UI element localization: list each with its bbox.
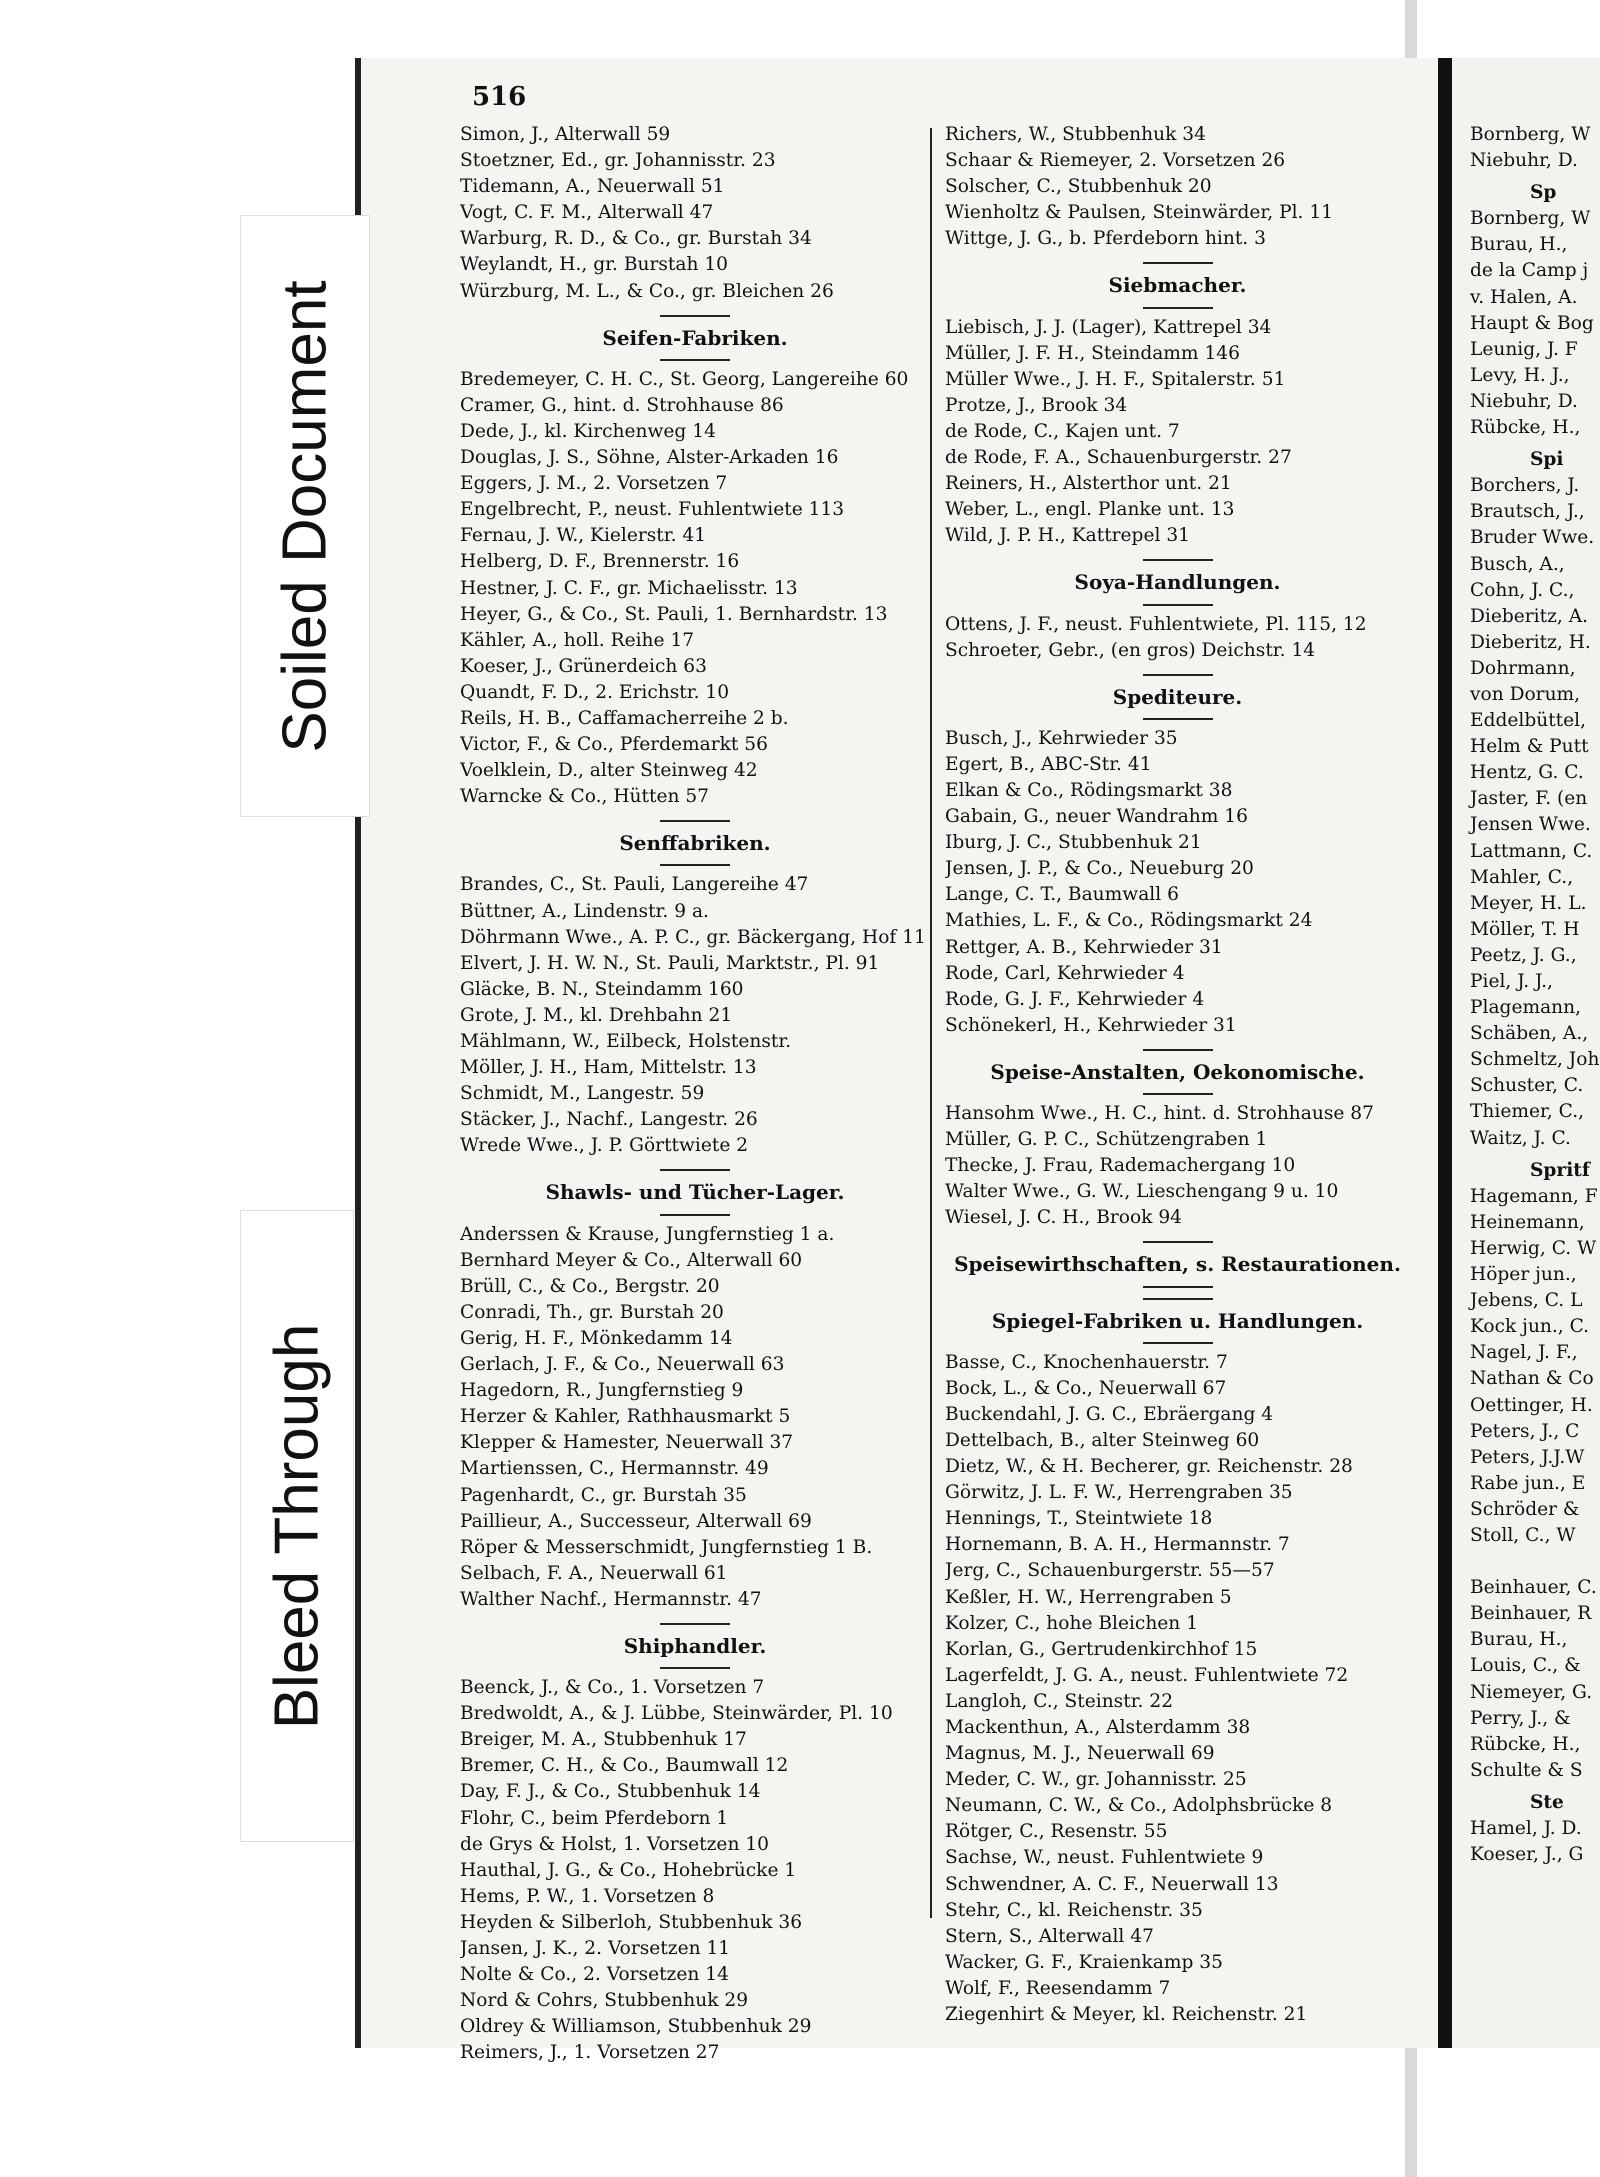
section-rule	[660, 820, 730, 822]
list-item: Nagel, J. F.,	[1470, 1342, 1578, 1364]
section-rule	[1143, 1286, 1213, 1288]
directory-entry: Flohr, C., beim Pferdeborn 1	[460, 1807, 729, 1829]
list-item: Haupt & Bog	[1470, 312, 1594, 334]
section-heading: Ste	[1530, 1791, 1564, 1813]
section-heading: Spritf	[1530, 1159, 1590, 1181]
list-item: Peetz, J. G.,	[1470, 944, 1577, 966]
section-rule	[660, 864, 730, 866]
list-item: Niemeyer, G.	[1470, 1681, 1593, 1703]
list-item: Busch, A.,	[1470, 553, 1565, 575]
directory-entry: Lange, C. T., Baumwall 6	[945, 884, 1179, 906]
list-item: Jebens, C. L	[1470, 1290, 1583, 1312]
directory-entry: Iburg, J. C., Stubbenhuk 21	[945, 832, 1202, 854]
directory-entry: Müller, J. F. H., Steindamm 146	[945, 342, 1240, 364]
list-item: Schröder &	[1470, 1498, 1580, 1520]
list-item	[1470, 1549, 1599, 1575]
directory-entry: Bredemeyer, C. H. C., St. Georg, Langereihe 60	[460, 368, 909, 390]
directory-entry: Gerlach, J. F., & Co., Neuerwall 63	[460, 1354, 785, 1376]
list-item: Bornberg, W	[1470, 208, 1591, 230]
directory-entry: Stoetzner, Ed., gr. Johannisstr. 23	[460, 150, 776, 172]
directory-entry: Wittge, J. G., b. Pferdeborn hint. 3	[945, 228, 1266, 250]
directory-entry: Elkan & Co., Rödingsmarkt 38	[945, 779, 1233, 801]
directory-entry: Gabain, G., neuer Wandrahm 16	[945, 806, 1248, 828]
list-item: Nathan & Co	[1470, 1368, 1594, 1390]
list-item: Peters, J.J.W	[1470, 1446, 1585, 1468]
directory-entry: Magnus, M. J., Neuerwall 69	[945, 1743, 1215, 1765]
section-rule	[1143, 674, 1213, 676]
section-rule	[1143, 718, 1213, 720]
list-item: von Dorum,	[1470, 683, 1581, 705]
section-heading: Speisewirthschaften, s. Restaurationen.	[954, 1252, 1401, 1277]
directory-entry: Pagenhardt, C., gr. Burstah 35	[460, 1484, 747, 1506]
directory-entry: Schmidt, M., Langestr. 59	[460, 1083, 705, 1105]
list-item: Möller, T. H	[1470, 918, 1580, 940]
directory-entry: Rötger, C., Resenstr. 55	[945, 1821, 1168, 1843]
section-heading: Sp	[1530, 182, 1557, 204]
directory-entry: Dietz, W., & H. Becherer, gr. Reichenstr. 28	[945, 1456, 1353, 1478]
list-item: Beinhauer, R	[1470, 1603, 1592, 1625]
directory-entry: Korlan, G., Gertrudenkirchhof 15	[945, 1638, 1258, 1660]
directory-entry: Reimers, J., 1. Vorsetzen 27	[460, 2042, 720, 2064]
directory-entry: Hestner, J. C. F., gr. Michaelisstr. 13	[460, 577, 798, 599]
list-item: Brautsch, J.,	[1470, 501, 1585, 523]
directory-entry: Dettelbach, B., alter Steinweg 60	[945, 1429, 1260, 1451]
list-item: Rübcke, H.,	[1470, 417, 1581, 439]
bleed-through-label	[240, 1210, 354, 1842]
directory-entry: Herzer & Kahler, Rathhausmarkt 5	[460, 1406, 791, 1428]
directory-entry: Heyer, G., & Co., St. Pauli, 1. Bernhardstr. 13	[460, 603, 888, 625]
section-rule	[660, 1667, 730, 1669]
directory-entry: Liebisch, J. J. (Lager), Kattrepel 34	[945, 316, 1272, 338]
directory-entry: Nord & Cohrs, Stubbenhuk 29	[460, 1990, 749, 2012]
directory-entry: de Rode, F. A., Schauenburgerstr. 27	[945, 447, 1292, 469]
list-item: Stoll, C., W	[1470, 1524, 1576, 1546]
section-rule	[1143, 262, 1213, 264]
directory-entry: Büttner, A., Lindenstr. 9 a.	[460, 900, 709, 922]
soiled-document-label	[240, 215, 370, 817]
directory-entry: Wild, J. P. H., Kattrepel 31	[945, 525, 1190, 547]
list-item: Louis, C., &	[1470, 1655, 1581, 1677]
list-item: Plagemann,	[1470, 997, 1582, 1019]
list-item: Jensen Wwe.	[1470, 814, 1591, 836]
directory-entry: Wolf, F., Reesendamm 7	[945, 1977, 1171, 1999]
list-item: Eddelbüttel,	[1470, 710, 1587, 732]
directory-entry: de Rode, C., Kajen unt. 7	[945, 420, 1180, 442]
directory-entry: Stäcker, J., Nachf., Langestr. 26	[460, 1109, 758, 1131]
section-rule	[1143, 1241, 1213, 1243]
list-item: Burau, H.,	[1470, 234, 1568, 256]
directory-entry: Hauthal, J. G., & Co., Hohebrücke 1	[460, 1859, 797, 1881]
directory-entry: Bernhard Meyer & Co., Alterwall 60	[460, 1249, 803, 1271]
directory-entry: Hagedorn, R., Jungfernstieg 9	[460, 1380, 744, 1402]
directory-entry: Reiners, H., Alsterthor unt. 21	[945, 473, 1232, 495]
directory-entry: Hansohm Wwe., H. C., hint. d. Strohhause 87	[945, 1103, 1374, 1124]
directory-entry: Langloh, C., Steinstr. 22	[945, 1690, 1174, 1712]
directory-entry: Walther Nachf., Hermannstr. 47	[460, 1588, 762, 1610]
page-number: 516	[472, 82, 527, 112]
directory-entry: Jansen, J. K., 2. Vorsetzen 11	[460, 1938, 731, 1959]
list-item: de la Camp j	[1470, 260, 1589, 282]
list-item: Dohrmann,	[1470, 657, 1576, 679]
section-heading: Seifen-Fabriken.	[602, 325, 788, 350]
list-item: Mahler, C.,	[1470, 866, 1574, 888]
directory-entry: Dede, J., kl. Kirchenweg 14	[460, 420, 716, 442]
directory-entry: Müller, G. P. C., Schützengraben 1	[945, 1129, 1268, 1151]
list-item: Lattmann, C.	[1470, 840, 1593, 862]
directory-entry: Wienholtz & Paulsen, Steinwärder, Pl. 11	[945, 202, 1334, 224]
directory-entry: Ziegenhirt & Meyer, kl. Reichenstr. 21	[945, 2004, 1308, 2025]
directory-entry: Kolzer, C., hohe Bleichen 1	[945, 1612, 1199, 1634]
directory-entry: Walter Wwe., G. W., Lieschengang 9 u. 10	[945, 1181, 1339, 1203]
column-1	[460, 122, 930, 2066]
directory-entry: Breiger, M. A., Stubbenhuk 17	[460, 1729, 747, 1751]
list-item: Perry, J., &	[1470, 1707, 1571, 1729]
binding-shadow	[1438, 58, 1452, 2048]
directory-entry: Brandes, C., St. Pauli, Langereihe 47	[460, 874, 809, 896]
section-rule	[660, 359, 730, 361]
directory-entry: Wiesel, J. C. H., Brook 94	[945, 1207, 1182, 1229]
list-item: Peters, J., C	[1470, 1420, 1580, 1442]
section-rule	[660, 1623, 730, 1625]
list-item: Cohn, J. C.,	[1470, 579, 1575, 601]
directory-entry: Conradi, Th., gr. Burstah 20	[460, 1301, 724, 1323]
list-item: v. Halen, A.	[1470, 286, 1578, 308]
section-rule	[1143, 1093, 1213, 1095]
column-3-partial	[1470, 122, 1599, 1868]
list-item: Höper jun.,	[1470, 1264, 1577, 1286]
column-2	[945, 122, 1410, 2028]
directory-entry: Brüll, C., & Co., Bergstr. 20	[460, 1275, 720, 1297]
directory-entry: Schönekerl, H., Kehrwieder 31	[945, 1014, 1237, 1036]
directory-entry: Müller Wwe., J. H. F., Spitalerstr. 51	[945, 368, 1286, 390]
directory-entry: Hennings, T., Steintwiete 18	[945, 1508, 1213, 1530]
directory-entry: Gläcke, B. N., Steindamm 160	[460, 978, 744, 1000]
directory-entry: Tidemann, A., Neuerwall 51	[460, 176, 725, 198]
directory-entry: Helberg, D. F., Brennerstr. 16	[460, 551, 740, 573]
bleed-through-label-text: Bleed Through	[262, 1323, 332, 1729]
directory-entry: Röper & Messerschmidt, Jungfernstieg 1 B.	[460, 1536, 873, 1558]
list-item: Thiemer, C.,	[1470, 1101, 1585, 1123]
directory-entry: Warncke & Co., Hütten 57	[460, 786, 710, 808]
directory-entry: Buckendahl, J. G. C., Ebräergang 4	[945, 1403, 1274, 1425]
directory-entry: Thecke, J. Frau, Rademachergang 10	[945, 1155, 1296, 1177]
directory-entry: Wacker, G. F., Kraienkamp 35	[945, 1951, 1223, 1973]
section-heading: Siebmacher.	[1108, 273, 1247, 298]
directory-entry: Hems, P. W., 1. Vorsetzen 8	[460, 1885, 715, 1907]
list-item: Leunig, J. F	[1470, 338, 1578, 360]
directory-entry: Stern, S., Alterwall 47	[945, 1925, 1154, 1947]
list-item: Heinemann,	[1470, 1211, 1585, 1233]
list-item: Levy, H. J.,	[1470, 364, 1570, 386]
list-item: Niebuhr, D.	[1470, 150, 1578, 172]
section-rule	[1143, 1049, 1213, 1051]
directory-entry: Richers, W., Stubbenhuk 34	[945, 124, 1206, 145]
directory-entry: Beenck, J., & Co., 1. Vorsetzen 7	[460, 1677, 765, 1699]
list-item: Koeser, J., G	[1470, 1844, 1584, 1866]
list-item: Burau, H.,	[1470, 1629, 1568, 1651]
section-heading: Shiphandler.	[623, 1633, 767, 1658]
directory-entry: Douglas, J. S., Söhne, Alster-Arkaden 16	[460, 447, 839, 469]
directory-entry: Paillieur, A., Successeur, Alterwall 69	[460, 1510, 812, 1532]
directory-entry: Protze, J., Brook 34	[945, 394, 1128, 416]
directory-entry: Bremer, C. H., & Co., Baumwall 12	[460, 1755, 789, 1777]
directory-entry: Schroeter, Gebr., (en gros) Deichstr. 14	[945, 639, 1316, 661]
section-heading: Senffabriken.	[619, 831, 771, 856]
directory-entry: Kähler, A., holl. Reihe 17	[460, 629, 695, 651]
directory-entry: Simon, J., Alterwall 59	[460, 124, 671, 145]
list-item: Piel, J. J.,	[1470, 971, 1553, 992]
section-heading: Spediteure.	[1112, 684, 1243, 709]
directory-entry: Wrede Wwe., J. P. Görttwiete 2	[460, 1135, 749, 1157]
directory-entry: Weber, L., engl. Planke unt. 13	[945, 499, 1235, 521]
directory-entry: Meder, C. W., gr. Johannisstr. 25	[945, 1769, 1247, 1791]
section-rule	[660, 1214, 730, 1216]
directory-entry: Busch, J., Kehrwieder 35	[945, 727, 1178, 749]
section-rule	[1143, 1298, 1213, 1300]
list-item: Rübcke, H.,	[1470, 1733, 1581, 1755]
directory-entry: Rode, Carl, Kehrwieder 4	[945, 962, 1185, 984]
directory-entry: Ottens, J. F., neust. Fuhlentwiete, Pl. 115, 12	[945, 613, 1367, 635]
list-item: Bornberg, W	[1470, 124, 1591, 145]
directory-entry: Voelklein, D., alter Steinweg 42	[460, 760, 758, 782]
directory-entry: Eggers, J. M., 2. Vorsetzen 7	[460, 473, 728, 495]
directory-entry: Weylandt, H., gr. Burstah 10	[460, 254, 728, 276]
directory-entry: Solscher, C., Stubbenhuk 20	[945, 176, 1212, 198]
list-item: Hamel, J. D.	[1470, 1818, 1582, 1839]
section-heading: Spi	[1530, 449, 1564, 471]
list-item: Schmeltz, Joh	[1470, 1049, 1600, 1071]
directory-entry: Gerig, H. F., Mönkedamm 14	[460, 1327, 733, 1349]
directory-entry: Basse, C., Knochenhauerstr. 7	[945, 1351, 1228, 1373]
section-rule	[660, 315, 730, 317]
directory-entry: Oldrey & Williamson, Stubbenhuk 29	[460, 2016, 812, 2038]
directory-entry: Engelbrecht, P., neust. Fuhlentwiete 113	[460, 499, 845, 521]
directory-entry: Lagerfeldt, J. G. A., neust. Fuhlentwiete 72	[945, 1664, 1349, 1686]
section-heading: Soya-Handlungen.	[1074, 570, 1281, 595]
directory-entry: de Grys & Holst, 1. Vorsetzen 10	[460, 1833, 769, 1855]
section-heading: Spiegel-Fabriken u. Handlungen.	[991, 1308, 1364, 1333]
list-item: Schuster, C.	[1470, 1075, 1584, 1097]
list-item: Rabe jun., E	[1470, 1472, 1586, 1494]
list-item: Dieberitz, H.	[1470, 631, 1591, 653]
directory-entry: Rode, G. J. F., Kehrwieder 4	[945, 988, 1205, 1010]
directory-entry: Stehr, C., kl. Reichenstr. 35	[945, 1899, 1203, 1921]
list-item: Oettinger, H.	[1470, 1394, 1593, 1416]
section-heading: Speise-Anstalten, Oekonomische.	[990, 1059, 1365, 1084]
list-item: Hentz, G. C.	[1470, 762, 1584, 784]
directory-entry: Warburg, R. D., & Co., gr. Burstah 34	[460, 228, 812, 250]
list-item: Kock jun., C.	[1470, 1316, 1590, 1338]
section-heading: Shawls- und Tücher-Lager.	[545, 1180, 845, 1205]
section-rule	[1143, 559, 1213, 561]
directory-entry: Quandt, F. D., 2. Erichstr. 10	[460, 681, 730, 703]
directory-entry: Victor, F., & Co., Pferdemarkt 56	[460, 734, 768, 756]
section-rule	[1143, 307, 1213, 309]
section-rule	[660, 1169, 730, 1171]
list-item: Herwig, C. W	[1470, 1237, 1597, 1259]
directory-entry: Döhrmann Wwe., A. P. C., gr. Bäckergang, Hof 11	[460, 926, 926, 948]
list-item: Niebuhr, D.	[1470, 390, 1578, 412]
directory-entry: Fernau, J. W., Kielerstr. 41	[460, 525, 707, 547]
directory-entry: Neumann, C. W., & Co., Adolphsbrücke 8	[945, 1795, 1333, 1817]
directory-entry: Mathies, L. F., & Co., Rödingsmarkt 24	[945, 910, 1313, 932]
directory-entry: Jerg, C., Schauenburgerstr. 55—57	[945, 1560, 1275, 1582]
directory-entry: Anderssen & Krause, Jungfernstieg 1 a.	[460, 1223, 835, 1245]
directory-entry: Schaar & Riemeyer, 2. Vorsetzen 26	[945, 150, 1286, 172]
directory-entry: Rettger, A. B., Kehrwieder 31	[945, 936, 1223, 958]
list-item: Waitz, J. C.	[1470, 1127, 1571, 1149]
directory-entry: Schwendner, A. C. F., Neuerwall 13	[945, 1873, 1279, 1895]
directory-entry: Keßler, H. W., Herrengraben 5	[945, 1586, 1232, 1608]
list-item: Schulte & S	[1470, 1759, 1583, 1781]
list-item: Bruder Wwe.	[1470, 527, 1595, 549]
directory-entry: Koeser, J., Grünerdeich 63	[460, 655, 707, 677]
list-item: Hagemann, F	[1470, 1185, 1598, 1207]
directory-entry: Görwitz, J. L. F. W., Herrengraben 35	[945, 1482, 1293, 1504]
list-item: Meyer, H. L.	[1470, 892, 1587, 914]
directory-entry: Martienssen, C., Hermannstr. 49	[460, 1458, 769, 1480]
directory-entry: Nolte & Co., 2. Vorsetzen 14	[460, 1964, 729, 1986]
list-item: Helm & Putt	[1470, 736, 1589, 758]
directory-entry: Vogt, C. F. M., Alterwall 47	[460, 202, 714, 224]
directory-entry: Hornemann, B. A. H., Hermannstr. 7	[945, 1534, 1290, 1556]
directory-entry: Jensen, J. P., & Co., Neueburg 20	[945, 858, 1254, 880]
directory-entry: Bock, L., & Co., Neuerwall 67	[945, 1377, 1227, 1399]
directory-entry: Bredwoldt, A., & J. Lübbe, Steinwärder, Pl. 10	[460, 1703, 893, 1725]
list-item: Schäben, A.,	[1470, 1023, 1589, 1045]
directory-entry: Klepper & Hamester, Neuerwall 37	[460, 1432, 794, 1454]
directory-entry: Sachse, W., neust. Fuhlentwiete 9	[945, 1847, 1264, 1869]
directory-entry: Grote, J. M., kl. Drehbahn 21	[460, 1004, 733, 1026]
column-divider	[930, 128, 932, 1918]
list-item: Jaster, F. (en	[1470, 788, 1588, 810]
directory-entry: Würzburg, M. L., & Co., gr. Bleichen 26	[460, 280, 834, 302]
directory-entry: Mählmann, W., Eilbeck, Holstenstr.	[460, 1031, 792, 1052]
section-rule	[1143, 1342, 1213, 1344]
directory-entry: Möller, J. H., Ham, Mittelstr. 13	[460, 1057, 757, 1079]
directory-entry: Selbach, F. A., Neuerwall 61	[460, 1562, 728, 1584]
list-item: Borchers, J.	[1470, 475, 1580, 497]
directory-entry: Cramer, G., hint. d. Strohhause 86	[460, 394, 784, 416]
list-item: Dieberitz, A.	[1470, 605, 1589, 627]
directory-entry: Reils, H. B., Caffamacherreihe 2 b.	[460, 707, 789, 729]
list-item: Beinhauer, C.	[1470, 1577, 1597, 1599]
directory-entry: Heyden & Silberloh, Stubbenhuk 36	[460, 1911, 803, 1933]
directory-entry: Egert, B., ABC-Str. 41	[945, 753, 1152, 775]
section-rule	[1143, 604, 1213, 606]
soiled-document-label-text: Soiled Document	[270, 279, 340, 753]
directory-entry: Elvert, J. H. W. N., St. Pauli, Marktstr., Pl. 91	[460, 952, 880, 974]
directory-entry: Day, F. J., & Co., Stubbenhuk 14	[460, 1781, 761, 1803]
directory-entry: Mackenthun, A., Alsterdamm 38	[945, 1716, 1251, 1738]
